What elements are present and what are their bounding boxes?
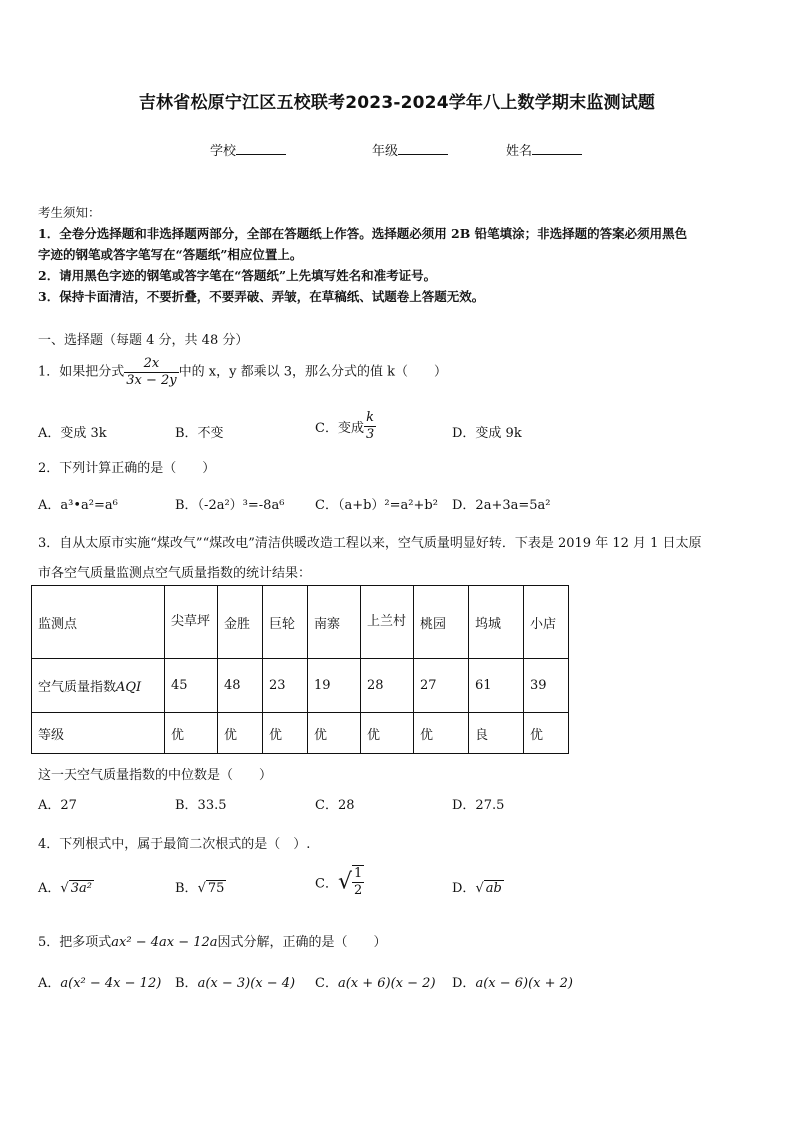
question-3-prompt: 这一天空气质量指数的中位数是（ ） bbox=[38, 768, 273, 783]
q5-prefix: 5．把多项式 bbox=[38, 935, 112, 950]
q4-option-a-label: A． bbox=[38, 881, 61, 896]
q5-option-c[interactable] bbox=[315, 972, 436, 991]
notice-item-2: 2．请用黑色字迹的钢笔或答字笔在“答题纸”上先填写姓名和准考证号。 bbox=[38, 268, 437, 283]
table-row-level bbox=[32, 713, 569, 754]
radical-icon: √ bbox=[197, 881, 206, 896]
question-4: 4．下列根式中，属于最简二次根式的是（ ）. bbox=[38, 837, 311, 852]
q4-option-c-den: 2 bbox=[353, 883, 363, 898]
q4-option-b[interactable] bbox=[175, 877, 226, 896]
q1-option-a[interactable]: A．变成 3k bbox=[38, 426, 107, 441]
aqi-abbr: AQI bbox=[116, 680, 142, 695]
grade-field[interactable] bbox=[372, 140, 448, 159]
q5-option-b-expr: a(x − 3)(x − 4) bbox=[197, 976, 296, 991]
q1-option-b[interactable]: B．不变 bbox=[175, 426, 224, 441]
header-cell: 桃园 bbox=[414, 586, 469, 659]
q1-frac-den: 3x − 2y bbox=[126, 373, 177, 388]
q3-option-a[interactable]: A．27 bbox=[38, 798, 77, 813]
section-heading: 一、选择题（每题 4 分，共 48 分） bbox=[38, 333, 249, 348]
level-label-cell: 等级 bbox=[32, 713, 165, 754]
q5-option-a-label: A． bbox=[38, 976, 61, 991]
q4-option-b-radicand: 75 bbox=[207, 881, 225, 896]
q5-option-a[interactable] bbox=[38, 972, 161, 991]
page-title: 吉林省松原宁江区五校联考2023-2024学年八上数学期末监测试题 bbox=[138, 93, 656, 113]
q1-option-d[interactable]: D．变成 9k bbox=[452, 426, 522, 441]
header-cell: 金胜 bbox=[218, 586, 263, 659]
school-blank[interactable] bbox=[236, 142, 286, 155]
question-3-line1: 3．自从太原市实施“煤改气”“煤改电”清洁供暖改造工程以来，空气质量明显好转．下表是 2019 年 12 月 1 日太原 bbox=[38, 536, 702, 551]
table-cell: 优 bbox=[263, 713, 308, 754]
q5-option-c-label: C． bbox=[315, 976, 338, 991]
header-cell: 小店 bbox=[524, 586, 569, 659]
q3-option-c[interactable]: C．28 bbox=[315, 798, 355, 813]
table-cell: 优 bbox=[218, 713, 263, 754]
table-cell: 优 bbox=[524, 713, 569, 754]
header-cell: 监测点 bbox=[32, 586, 165, 659]
aqi-label-cell bbox=[32, 659, 165, 713]
grade-label: 年级 bbox=[372, 144, 399, 159]
q1-option-c-den: 3 bbox=[365, 427, 375, 442]
q1-option-c-label: C．变成 bbox=[315, 421, 364, 436]
notice-item-1-cont: 字迹的钢笔或答字笔写在“答题纸”相应位置上。 bbox=[38, 247, 303, 262]
q5-option-c-expr: a(x + 6)(x − 2) bbox=[337, 976, 436, 991]
table-cell: 良 bbox=[469, 713, 524, 754]
q5-option-a-expr: a(x² − 4x − 12) bbox=[60, 976, 162, 991]
q4-option-b-label: B． bbox=[175, 881, 198, 896]
question-5 bbox=[38, 931, 387, 950]
q1-frac-num: 2x bbox=[124, 356, 178, 373]
table-cell: 45 bbox=[165, 659, 218, 713]
table-header-row bbox=[32, 586, 569, 659]
question-2: 2．下列计算正确的是（ ） bbox=[38, 461, 216, 476]
aqi-table bbox=[31, 585, 569, 754]
q1-option-c-num: k bbox=[364, 410, 376, 427]
q5-option-b-label: B． bbox=[175, 976, 198, 991]
table-cell: 27 bbox=[414, 659, 469, 713]
q5-option-b[interactable] bbox=[175, 972, 295, 991]
q1-option-c[interactable] bbox=[315, 410, 376, 443]
q1-option-c-fraction bbox=[364, 410, 376, 443]
question-3-line2: 市各空气质量监测点空气质量指数的统计结果： bbox=[38, 566, 312, 581]
radical-icon: √ bbox=[60, 881, 69, 896]
q4-option-c-fraction bbox=[352, 865, 364, 899]
table-cell: 优 bbox=[361, 713, 414, 754]
name-label: 姓名 bbox=[506, 144, 533, 159]
table-cell: 19 bbox=[308, 659, 361, 713]
q5-option-d[interactable] bbox=[452, 972, 573, 991]
q2-option-c[interactable]: C．（a+b）²=a²+b² bbox=[315, 498, 438, 513]
header-cell: 南寨 bbox=[308, 586, 361, 659]
question-1 bbox=[38, 356, 447, 389]
header-cell: 巨轮 bbox=[263, 586, 308, 659]
header-cell: 坞城 bbox=[469, 586, 524, 659]
name-field[interactable] bbox=[506, 140, 582, 159]
q3-option-d[interactable]: D．27.5 bbox=[452, 798, 505, 813]
header-cell: 上兰村 bbox=[361, 586, 414, 659]
notice-heading: 考生须知： bbox=[38, 205, 101, 220]
table-cell: 48 bbox=[218, 659, 263, 713]
q1-prefix: 1．如果把分式 bbox=[38, 364, 125, 380]
school-field[interactable] bbox=[210, 140, 286, 159]
q4-option-d-label: D． bbox=[452, 881, 476, 896]
q5-option-d-expr: a(x − 6)(x + 2) bbox=[475, 976, 573, 991]
q5-suffix: 因式分解，正确的是（ ） bbox=[217, 935, 387, 950]
table-cell: 优 bbox=[414, 713, 469, 754]
q4-option-a-radicand: 3a² bbox=[70, 881, 92, 896]
q2-option-a[interactable]: A．a³•a²=a⁶ bbox=[38, 498, 118, 513]
grade-blank[interactable] bbox=[398, 142, 448, 155]
aqi-label: 空气质量指数 bbox=[38, 680, 117, 695]
q4-option-d[interactable] bbox=[452, 877, 504, 896]
table-cell: 61 bbox=[469, 659, 524, 713]
table-cell: 39 bbox=[524, 659, 569, 713]
school-label: 学校 bbox=[210, 144, 237, 159]
table-cell: 28 bbox=[361, 659, 414, 713]
q4-option-c-label: C． bbox=[315, 876, 338, 892]
q1-fraction bbox=[124, 356, 178, 389]
name-blank[interactable] bbox=[532, 142, 582, 155]
q4-option-a[interactable] bbox=[38, 877, 94, 896]
q4-option-c-num: 1 bbox=[353, 866, 363, 881]
radical-icon: √ bbox=[475, 881, 484, 896]
radical-icon: √ bbox=[337, 869, 352, 895]
notice-item-1: 1．全卷分选择题和非选择题两部分，全部在答题纸上作答。选择题必须用 2B 铅笔填涂；非选择题的答案必须用黑色 bbox=[38, 226, 688, 241]
q2-option-d[interactable]: D．2a+3a=5a² bbox=[452, 498, 551, 513]
q2-option-b[interactable]: B．（-2a²）³=-8a⁶ bbox=[175, 498, 285, 513]
table-cell: 优 bbox=[165, 713, 218, 754]
table-row-aqi bbox=[32, 659, 569, 713]
q4-option-c[interactable] bbox=[315, 865, 364, 899]
table-cell: 23 bbox=[263, 659, 308, 713]
q5-expression: ax² − 4ax − 12a bbox=[111, 935, 218, 950]
q4-option-d-radicand: ab bbox=[485, 881, 502, 896]
notice-item-3: 3．保持卡面清洁，不要折叠，不要弄破、弄皱，在草稿纸、试题卷上答题无效。 bbox=[38, 289, 485, 304]
header-cell: 尖草坪 bbox=[165, 586, 218, 659]
table-cell: 优 bbox=[308, 713, 361, 754]
q5-option-d-label: D． bbox=[452, 976, 476, 991]
q1-suffix: 中的 x，y 都乘以 3，那么分式的值 k（ ） bbox=[178, 364, 448, 380]
q3-option-b[interactable]: B．33.5 bbox=[175, 798, 227, 813]
